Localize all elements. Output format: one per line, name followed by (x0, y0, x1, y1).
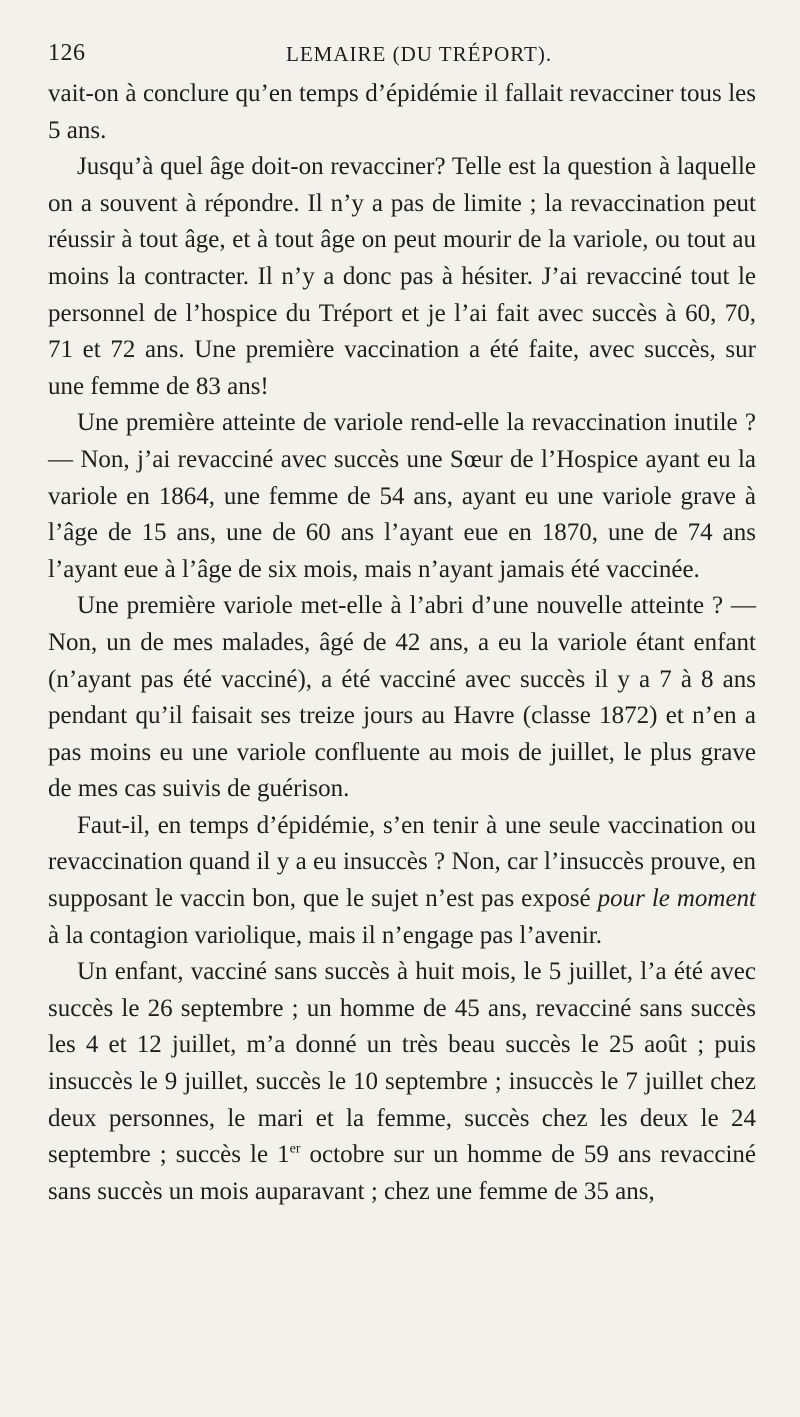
paragraph-continuation: vait-on à conclure qu’en temps d’épidémie il fallait revacciner tous les 5 ans. (48, 80, 756, 144)
paragraph-text: à la contagion variolique, mais il n’engage pas l’avenir. (48, 921, 602, 949)
paragraph-text: Un enfant, vacciné sans succès à huit mois, le 5 juillet, l’a été avec succès le 26 septembre ; un homme de 45 ans, revacciné sans succès les 4 et 12 juillet, m’a donné un très beau succès le 25 août ; puis insuccès le 9 juillet, succès le 10 septembre ; insuccès le 7 juillet chez deux personnes, le mari et la femme, succès chez les deux le 24 septembre ; succès le 1 (48, 958, 756, 1169)
body-text (48, 76, 756, 1210)
superscript-text: er (289, 1141, 301, 1157)
paragraph-revaccination-age: Jusqu’à quel âge doit-on revacciner? Telle est la question à laquelle on a souvent à répondre. Il n’y a pas de limite ; la revaccination peut réussir à tout âge, et à tout âge on peut mourir de la variole, ou tout au moins la contracter. Il n’y a donc pas à hésiter. J’ai revacciné tout le personnel de l’hospice du Tréport et je l’ai fait avec succès à 60, 70, 71 et 72 ans. Une première vaccination a été faite, avec succès, sur une femme de 83 ans! (48, 153, 756, 400)
paragraph-case-examples (48, 954, 756, 1210)
emphasis-text: pour le moment (597, 885, 757, 913)
paragraph-text: octobre sur un homme de 59 ans revacciné sans succès un mois auparavant ; chez une femme de 35 ans, (48, 1141, 756, 1205)
paragraph-epidemic-vaccination (48, 808, 756, 954)
paragraph-first-attack: Une première atteinte de variole rend-elle la revaccination inutile ? — Non, j’ai revacciné avec succès une Sœur de l’Hospice ayant eu la variole en 1864, une femme de 54 ans, ayant eu une variole grave à l’âge de 15 ans, une de 60 ans l’ayant eue en 1870, une de 74 ans l’ayant eue à l’âge de six mois, mais n’ayant jamais été vaccinée. (48, 409, 756, 583)
paragraph-text: Faut-il, en temps d’épidémie, s’en tenir à une seule vaccination ou revaccination quand il y a eu insuccès ? Non, car l’insuccès prouve, en supposant le vaccin bon, que le sujet n’est pas exposé (48, 811, 756, 913)
running-title: LEMAIRE (DU TRÉPORT). (286, 42, 553, 66)
page-number: 126 (48, 40, 86, 66)
paragraph-second-variola: Une première variole met-elle à l’abri d’une nouvelle atteinte ? — Non, un de mes malades, âgé de 42 ans, a eu la variole étant enfant (n’ayant pas été vacciné), a été vacciné avec succès il y a 7 à 8 ans pendant qu’il faisait ses treize jours au Havre (classe 1872) et n’en a pas moins eu une variole confluente au mois de juillet, le plus grave de mes cas suivis de guérison. (48, 592, 756, 803)
running-head (48, 36, 756, 76)
